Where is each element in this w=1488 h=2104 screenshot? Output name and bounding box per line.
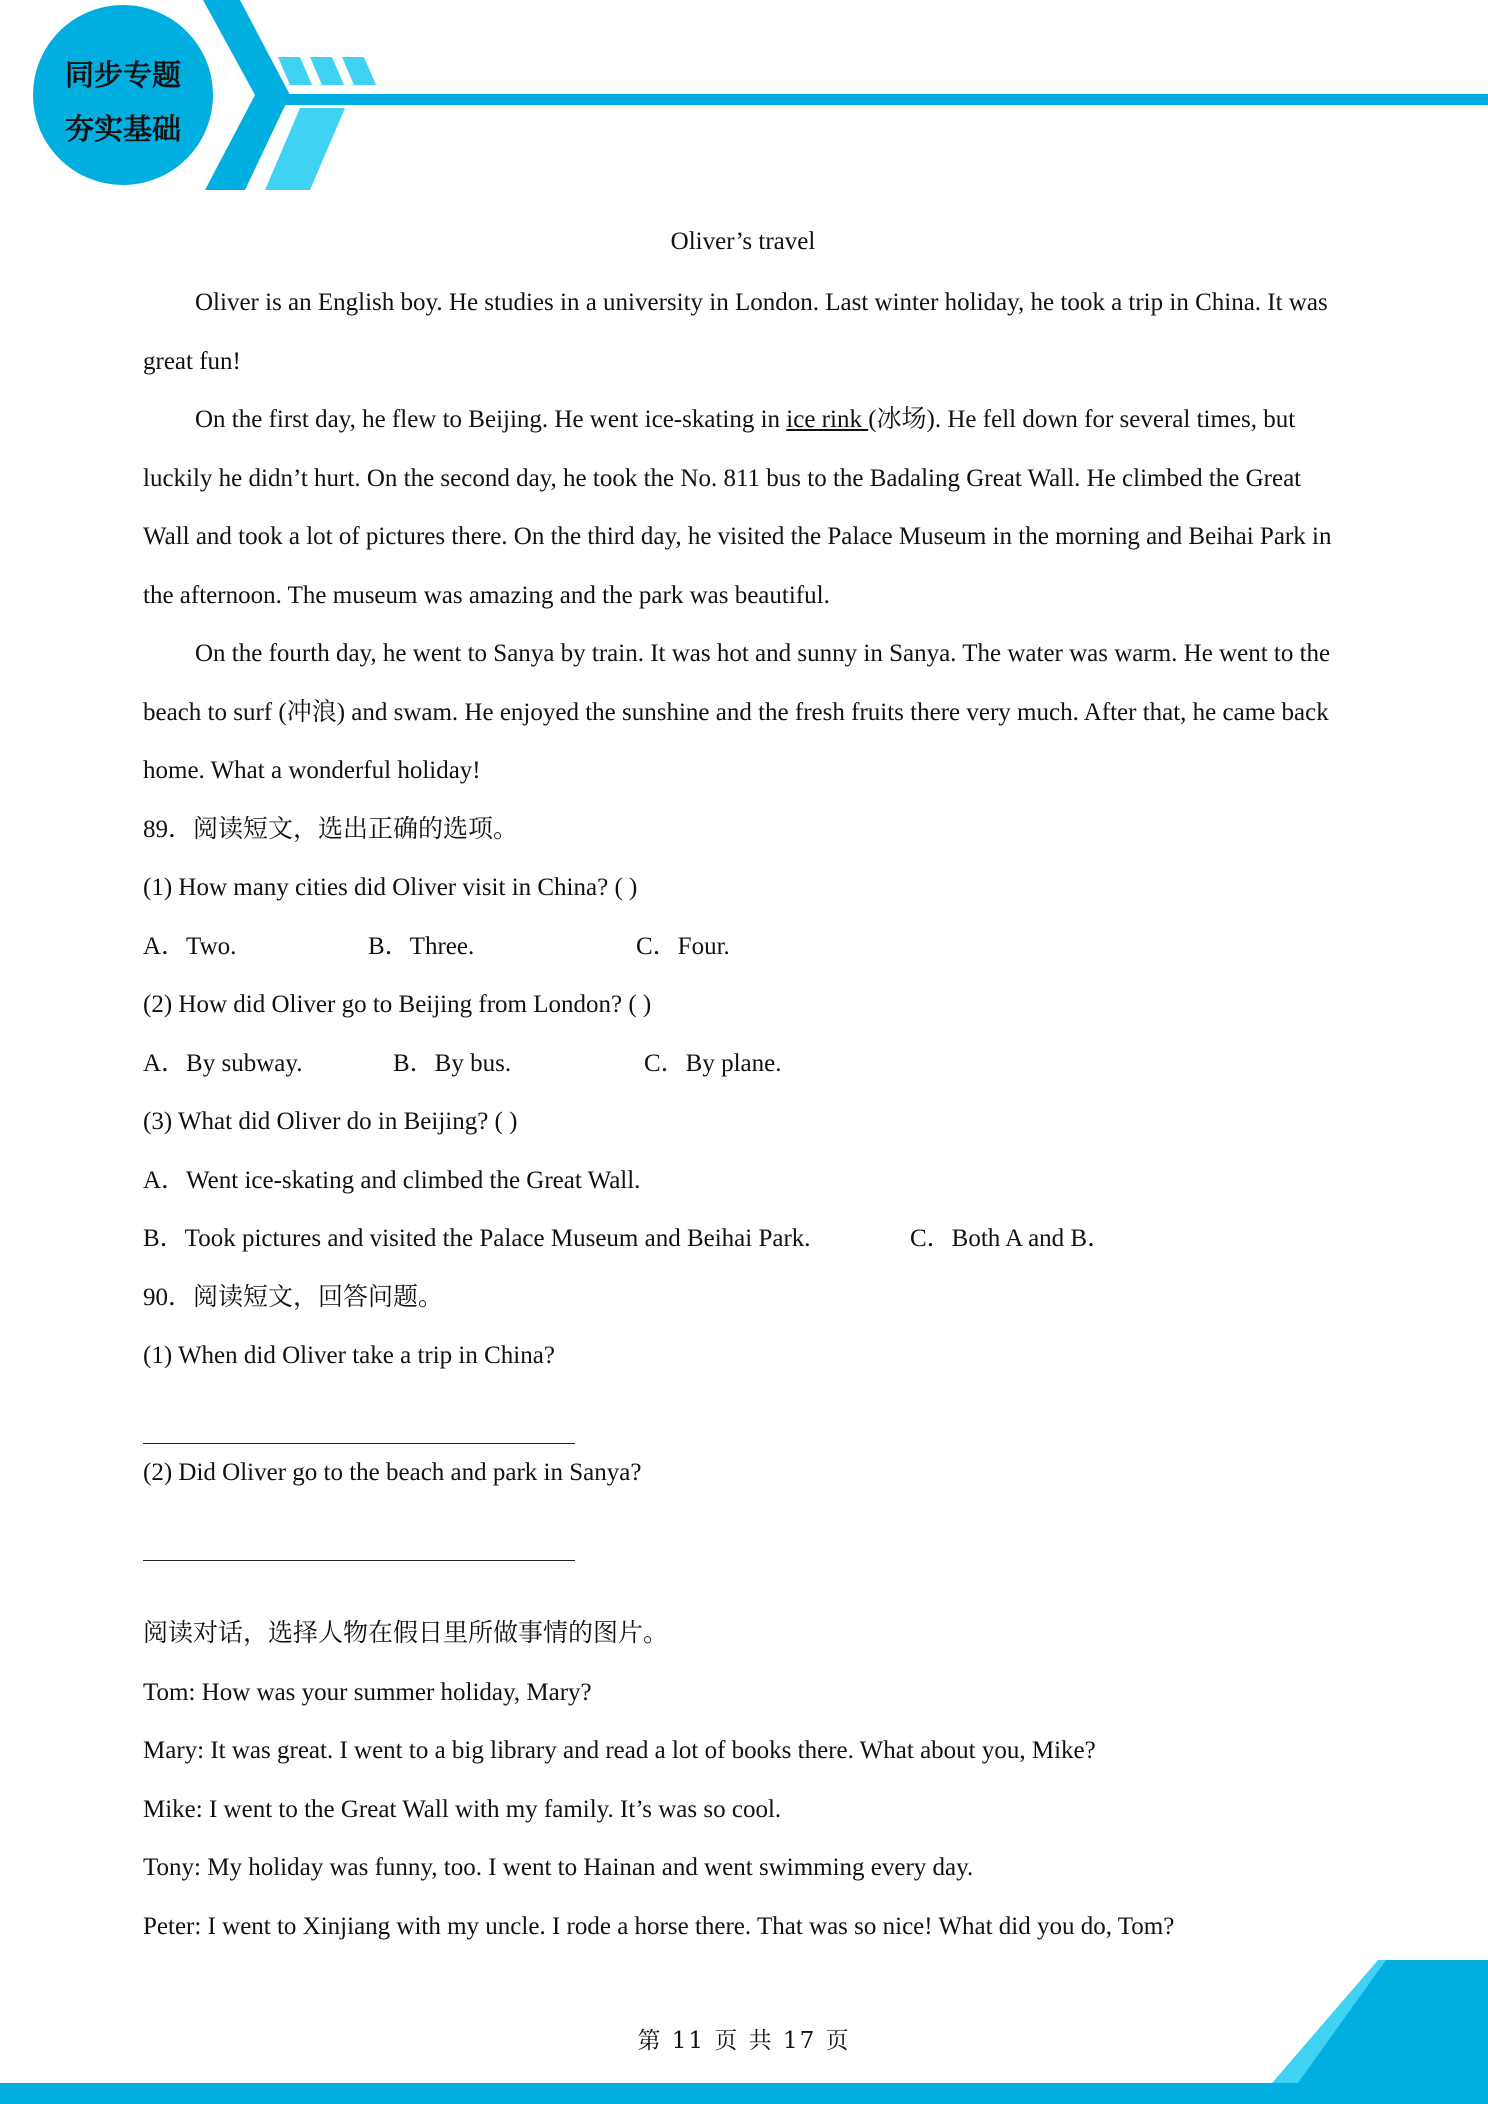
q89-q2-option-a: A．By subway. [143,1049,303,1077]
p2-text-after: (冰场). He fell down for several times, but luckily he didn’t hurt. On the second day, he took the No. 811 bus to the Badaling Great Wall. He climbed the Great Wall and took a lot of pictures there. On the third day, he visited the Palace Museum in the morning and Beihai Park in the afternoon. The museum was amazing and the park was beautiful. [143,406,1332,609]
q89-q1-option-b: B．Three. [368,932,475,960]
p2-text-before: On the first day, he flew to Beijing. He went ice-skating in [195,406,787,433]
page-number: 第 11 页 共 17 页 [637,2028,851,2054]
header-dash-2 [310,57,344,85]
page-content [143,216,1343,1956]
q90-question-2: (2) Did Oliver go to the beach and park in Sanya? [143,1459,642,1486]
dialog-instruction: 阅读对话，选择人物在假日里所做事情的图片。 [143,1620,669,1647]
q89-heading: 89．阅读短文，选出正确的选项。 [143,815,519,843]
q89-q2-options [143,1035,1343,1094]
q89-question-3: (3) What did Oliver do in Beijing? ( ) [143,1108,518,1135]
header-banner [0,0,1488,200]
q89-q2-option-c: C．By plane. [644,1049,782,1077]
header-dash-3 [342,57,376,85]
q90-question-1: (1) When did Oliver take a trip in China? [143,1342,555,1369]
underlined-term: ice rink [786,406,869,433]
q89-q1-option-a: A．Two. [143,932,237,960]
q89-question-2: (2) How did Oliver go to Beijing from London? ( ) [143,991,652,1018]
q90-answer-line-1[interactable] [143,1386,575,1445]
q89-q1-option-c: C．Four. [636,932,730,960]
q90-heading: 90．阅读短文，回答问题。 [143,1283,444,1311]
dialog-line: Mary: It was great. I went to a big library and read a lot of books there. What about you, Mike? [143,1737,1096,1764]
footer-rule [0,2083,1488,2104]
q89-q2-option-b: B．By bus. [393,1049,512,1077]
passage-paragraph-1: Oliver is an English boy. He studies in a university in London. Last winter holiday, he took a trip in China. It was great fun! [143,289,1328,375]
q89-q1-options [143,918,1343,977]
q89-q3-options-bc [143,1210,1343,1269]
q89-question-1: (1) How many cities did Oliver visit in China? ( ) [143,874,638,901]
dialog-line: Peter: I went to Xinjiang with my uncle. I rode a horse there. That was so nice! What did you do, Tom? [143,1912,1175,1940]
q90-answer-line-2[interactable] [143,1503,575,1562]
passage-paragraph-2 [143,391,1343,625]
section-gap [143,1561,1343,1605]
badge-line-1: 同步专题 [64,58,181,92]
header-badge [36,48,210,156]
header-dash-1 [278,57,312,85]
passage-paragraph-3: On the fourth day, he went to Sanya by train. It was hot and sunny in Sanya. The water was warm. He went to the beach to surf (冲浪) and swam. He enjoyed the sunshine and the fresh fruits there very much. After that, he came back home. What a wonderful holiday! [143,640,1331,784]
q89-q3-option-c: C．Both A and B． [910,1225,1113,1252]
dialog-line: Mike: I went to the Great Wall with my family. It’s was so cool. [143,1795,782,1823]
dialog-line: Tom: How was your summer holiday, Mary? [143,1678,592,1706]
q89-q3-option-b: B．Took pictures and visited the Palace Museum and Beihai Park. [143,1225,811,1252]
header-rule [265,94,1488,105]
badge-line-2: 夯实基础 [64,112,181,146]
passage-title: Oliver’s travel [670,228,816,255]
dialog-line: Tony: My holiday was funny, too. I went to Hainan and went swimming every day. [143,1854,974,1881]
q89-q3-option-a: A．Went ice-skating and climbed the Great Wall. [143,1166,641,1194]
